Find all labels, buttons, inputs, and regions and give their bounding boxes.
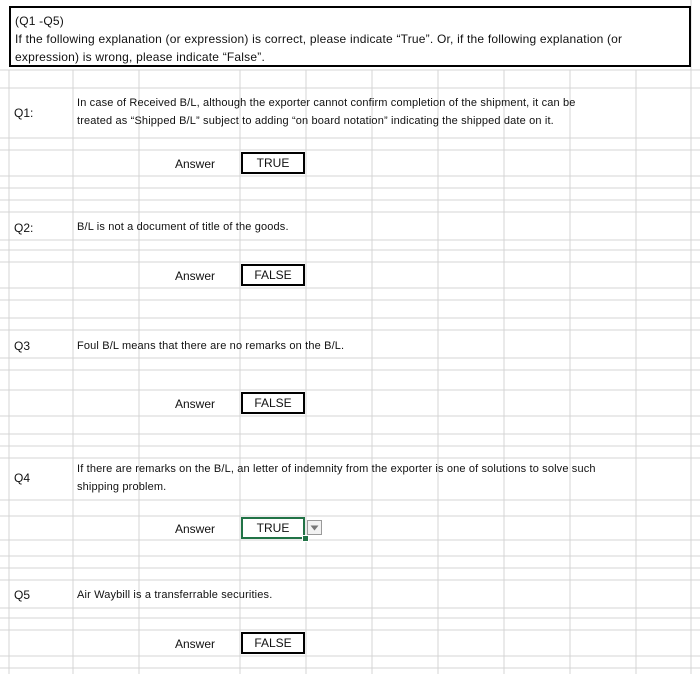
- question-text-q2-line-1: B/L is not a document of title of the goods.: [77, 221, 289, 233]
- answer-cell-q4-selected[interactable]: TRUE: [241, 517, 305, 539]
- answer-dropdown-button-q4[interactable]: [307, 520, 322, 535]
- question-text-q4-line-2: shipping problem.: [77, 481, 167, 493]
- answer-cell-q3[interactable]: FALSE: [241, 392, 305, 414]
- question-text-q5-line-1: Air Waybill is a transferrable securities.: [77, 589, 273, 601]
- answer-label-q1: Answer: [175, 157, 216, 171]
- instructions-box: [9, 6, 691, 67]
- dropdown-arrow-icon: [310, 525, 319, 531]
- answer-label-q4: Answer: [175, 522, 216, 536]
- question-label-q4: Q4: [14, 471, 31, 485]
- answer-label-q2: Answer: [175, 269, 216, 283]
- question-text-q3: [77, 337, 687, 355]
- question-label-q2: Q2:: [14, 221, 34, 235]
- instructions-line-1: If the following explanation (or expression) is correct, please indicate “True”. Or, if the following explanation (or: [15, 32, 623, 46]
- instructions-line-2: expression) is wrong, please indicate “False”.: [15, 50, 265, 64]
- question-text-q5: [77, 586, 687, 604]
- answer-label-q5: Answer: [175, 637, 216, 651]
- instructions-range: (Q1 -Q5): [15, 14, 64, 28]
- row-lines: [0, 70, 700, 668]
- answer-cell-q2[interactable]: FALSE: [241, 264, 305, 286]
- question-text-q4: [77, 460, 687, 496]
- answer-cell-q1[interactable]: TRUE: [241, 152, 305, 174]
- question-label-q1: Q1:: [14, 106, 34, 120]
- answer-label-q3: Answer: [175, 397, 216, 411]
- question-label-q3: Q3: [14, 339, 31, 353]
- question-text-q3-line-1: Foul B/L means that there are no remarks on the B/L.: [77, 340, 345, 352]
- question-text-q2: [77, 218, 687, 236]
- question-text-q4-line-1: If there are remarks on the B/L, an letter of indemnity from the exporter is one of solutions to solve such: [77, 463, 596, 475]
- fill-handle[interactable]: [302, 535, 309, 542]
- question-text-q1: [77, 94, 687, 130]
- question-text-q1-line-2: treated as “Shipped B/L” subject to adding “on board notation” indicating the shipped date on it.: [77, 115, 554, 127]
- question-text-q1-line-1: In case of Received B/L, although the exporter cannot confirm completion of the shipment, it can be: [77, 97, 576, 109]
- answer-cell-q5[interactable]: FALSE: [241, 632, 305, 654]
- question-label-q5: Q5: [14, 588, 31, 602]
